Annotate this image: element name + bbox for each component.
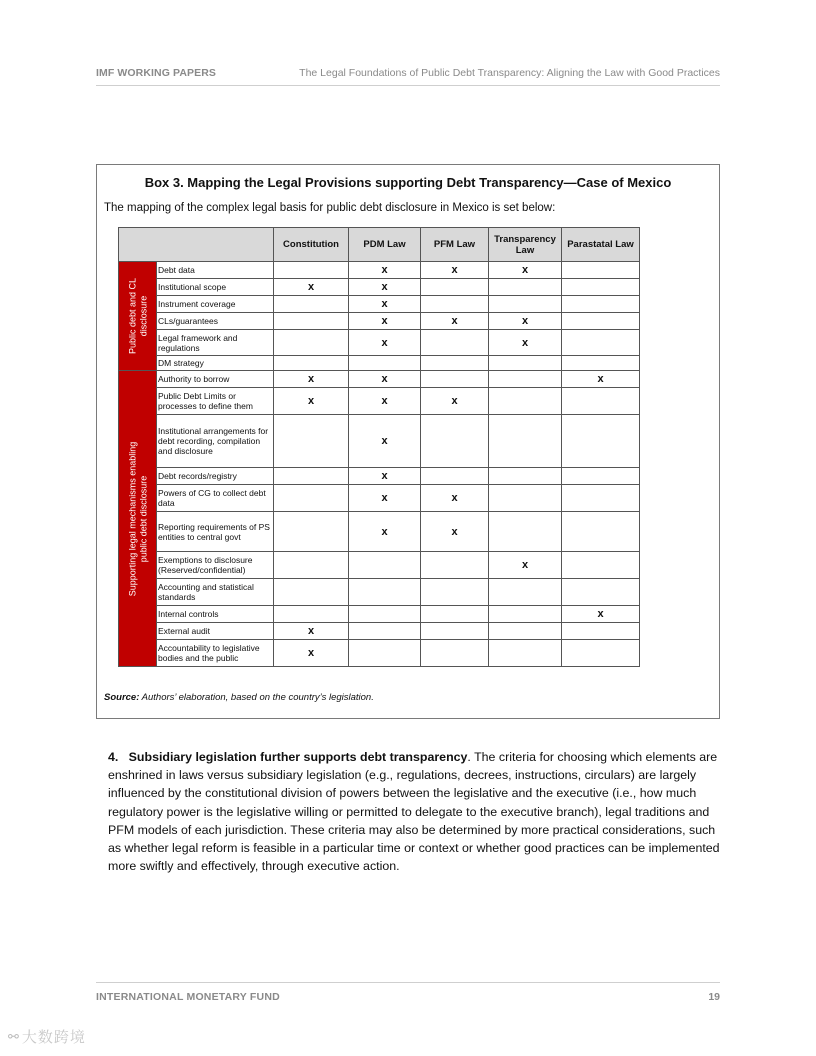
mark-cell	[274, 296, 349, 313]
table-row	[119, 262, 640, 279]
mark-cell	[562, 623, 640, 640]
mark-cell	[562, 512, 640, 552]
paper-title: The Legal Foundations of Public Debt Transparency: Aligning the Law with Good Practices	[299, 67, 720, 79]
mark-cell	[489, 296, 562, 313]
row-label: Debt data	[157, 262, 274, 279]
mark-cell	[489, 388, 562, 415]
mark-cell: x	[274, 640, 349, 667]
box-3	[96, 164, 720, 719]
mark-cell	[562, 330, 640, 356]
mark-cell: x	[274, 279, 349, 296]
group-label-cell	[119, 371, 157, 667]
para-number: 4.	[108, 750, 119, 764]
table-row	[119, 512, 640, 552]
mark-cell	[562, 262, 640, 279]
table-row	[119, 279, 640, 296]
mark-cell	[421, 623, 489, 640]
mark-cell	[274, 512, 349, 552]
mark-cell	[489, 279, 562, 296]
group-label-line: public debt disclosure	[137, 475, 148, 562]
mark-cell: x	[421, 313, 489, 330]
mark-cell: x	[349, 468, 421, 485]
paragraph-4	[108, 748, 720, 875]
mark-cell	[489, 623, 562, 640]
mark-cell: x	[349, 313, 421, 330]
mark-cell: x	[349, 512, 421, 552]
col-header: Transparency Law	[489, 228, 562, 262]
table-row	[119, 356, 640, 371]
row-label: Exemptions to disclosure (Reserved/confidential)	[157, 552, 274, 579]
col-header: Parastatal Law	[562, 228, 640, 262]
mark-cell	[421, 606, 489, 623]
col-header: PFM Law	[421, 228, 489, 262]
group-label-line: disclosure	[137, 295, 148, 337]
row-label: Reporting requirements of PS entities to central govt	[157, 512, 274, 552]
page-number: 19	[708, 991, 720, 1003]
mark-cell: x	[349, 296, 421, 313]
mark-cell	[421, 468, 489, 485]
mark-cell: x	[349, 330, 421, 356]
mark-cell: x	[349, 415, 421, 468]
wechat-icon: ⚯	[8, 1028, 19, 1044]
mark-cell	[489, 415, 562, 468]
mark-cell	[562, 552, 640, 579]
mark-cell	[421, 552, 489, 579]
mark-cell: x	[274, 623, 349, 640]
row-label: DM strategy	[157, 356, 274, 371]
mark-cell	[489, 356, 562, 371]
mark-cell	[562, 388, 640, 415]
page-footer	[96, 982, 720, 1004]
row-label: Authority to borrow	[157, 371, 274, 388]
mark-cell	[562, 313, 640, 330]
table-row	[119, 579, 640, 606]
group-label	[127, 441, 148, 596]
para-body: . The criteria for choosing which elements are enshrined in laws versus subsidiary legislation (e.g., regulations, decrees, instructions, circulars) are largely influenced by the constitutional division of powers between the legislative and the executive (i.e., how much regulatory power is the legislative willing or permitted to delegate to the executive branch), legal traditions and PFM models of each jurisdiction. These criteria may also be determined by more practical considerations, such as whether legal reform is feasible in a particular time or context or whether good practices can be implemented more swiftly and effectively, through executive action.	[108, 750, 720, 874]
row-label: Institutional scope	[157, 279, 274, 296]
mark-cell: x	[349, 388, 421, 415]
mark-cell: x	[349, 279, 421, 296]
mark-cell	[349, 640, 421, 667]
mark-cell	[274, 468, 349, 485]
mark-cell	[274, 485, 349, 512]
mark-cell	[562, 279, 640, 296]
group-label-line: Public debt and CL	[127, 277, 137, 355]
group-label-line: Supporting legal mechanisms enabling	[127, 441, 137, 596]
table-row	[119, 623, 640, 640]
col-header: Constitution	[274, 228, 349, 262]
mark-cell	[562, 356, 640, 371]
mark-cell	[421, 640, 489, 667]
mark-cell	[562, 468, 640, 485]
mark-cell	[274, 579, 349, 606]
mark-cell	[421, 415, 489, 468]
mark-cell	[274, 552, 349, 579]
mark-cell	[274, 606, 349, 623]
series-name: IMF WORKING PAPERS	[96, 67, 217, 79]
table-row	[119, 606, 640, 623]
mark-cell	[421, 330, 489, 356]
row-label: Instrument coverage	[157, 296, 274, 313]
mark-cell	[489, 579, 562, 606]
mark-cell: x	[489, 330, 562, 356]
mark-cell: x	[349, 485, 421, 512]
table-header-row	[119, 228, 640, 262]
mark-cell: x	[274, 371, 349, 388]
source-label: Source:	[104, 692, 140, 703]
box-intro: The mapping of the complex legal basis for public debt disclosure in Mexico is set below:	[104, 202, 556, 214]
footer-org: INTERNATIONAL MONETARY FUND	[96, 991, 280, 1003]
page-header	[96, 66, 720, 86]
mark-cell	[274, 330, 349, 356]
mark-cell	[349, 552, 421, 579]
mark-cell	[274, 356, 349, 371]
mark-cell	[489, 606, 562, 623]
mark-cell	[349, 623, 421, 640]
mark-cell	[489, 468, 562, 485]
watermark-text: 大数跨境	[21, 1029, 86, 1046]
table-row	[119, 330, 640, 356]
row-label: Institutional arrangements for debt recording, compilation and disclosure	[157, 415, 274, 468]
table-row	[119, 296, 640, 313]
mark-cell	[562, 296, 640, 313]
row-label: Debt records/registry	[157, 468, 274, 485]
table-row	[119, 388, 640, 415]
row-label: Accountability to legislative bodies and the public	[157, 640, 274, 667]
mark-cell	[349, 579, 421, 606]
mark-cell: x	[562, 606, 640, 623]
row-label: CLs/guarantees	[157, 313, 274, 330]
source-text: Authors’ elaboration, based on the country’s legislation.	[139, 692, 374, 703]
mark-cell	[489, 640, 562, 667]
mark-cell: x	[349, 371, 421, 388]
mark-cell	[274, 262, 349, 279]
mark-cell	[349, 356, 421, 371]
mark-cell: x	[349, 262, 421, 279]
mark-cell	[562, 485, 640, 512]
group-label	[127, 278, 148, 354]
mark-cell	[562, 579, 640, 606]
mark-cell: x	[562, 371, 640, 388]
table-row	[119, 371, 640, 388]
mark-cell: x	[421, 262, 489, 279]
box-source	[104, 692, 374, 703]
mark-cell	[562, 415, 640, 468]
mark-cell: x	[489, 262, 562, 279]
legal-mapping-table	[118, 227, 640, 667]
row-label: External audit	[157, 623, 274, 640]
box-title: Box 3. Mapping the Legal Provisions supporting Debt Transparency—Case of Mexico	[144, 175, 672, 190]
mark-cell: x	[489, 552, 562, 579]
mark-cell	[489, 512, 562, 552]
mark-cell	[562, 640, 640, 667]
table-row	[119, 552, 640, 579]
mark-cell	[274, 415, 349, 468]
col-header: PDM Law	[349, 228, 421, 262]
mark-cell: x	[421, 388, 489, 415]
para-lead: Subsidiary legislation further supports debt transparency	[128, 750, 468, 764]
table-row	[119, 415, 640, 468]
table-row	[119, 313, 640, 330]
mark-cell	[421, 356, 489, 371]
row-label: Accounting and statistical standards	[157, 579, 274, 606]
mark-cell: x	[421, 512, 489, 552]
mark-cell	[421, 279, 489, 296]
table-row	[119, 485, 640, 512]
mark-cell	[421, 371, 489, 388]
mark-cell	[421, 296, 489, 313]
mark-cell	[274, 313, 349, 330]
watermark	[8, 1026, 86, 1047]
mark-cell	[489, 371, 562, 388]
group-label-cell	[119, 262, 157, 371]
mark-cell	[489, 485, 562, 512]
mark-cell	[421, 579, 489, 606]
row-label: Legal framework and regulations	[157, 330, 274, 356]
mark-cell: x	[421, 485, 489, 512]
mark-cell: x	[274, 388, 349, 415]
row-label: Powers of CG to collect debt data	[157, 485, 274, 512]
header-blank-cell	[119, 228, 274, 262]
row-label: Public Debt Limits or processes to define them	[157, 388, 274, 415]
mark-cell	[349, 606, 421, 623]
table-row	[119, 640, 640, 667]
row-label: Internal controls	[157, 606, 274, 623]
table-row	[119, 468, 640, 485]
mark-cell: x	[489, 313, 562, 330]
